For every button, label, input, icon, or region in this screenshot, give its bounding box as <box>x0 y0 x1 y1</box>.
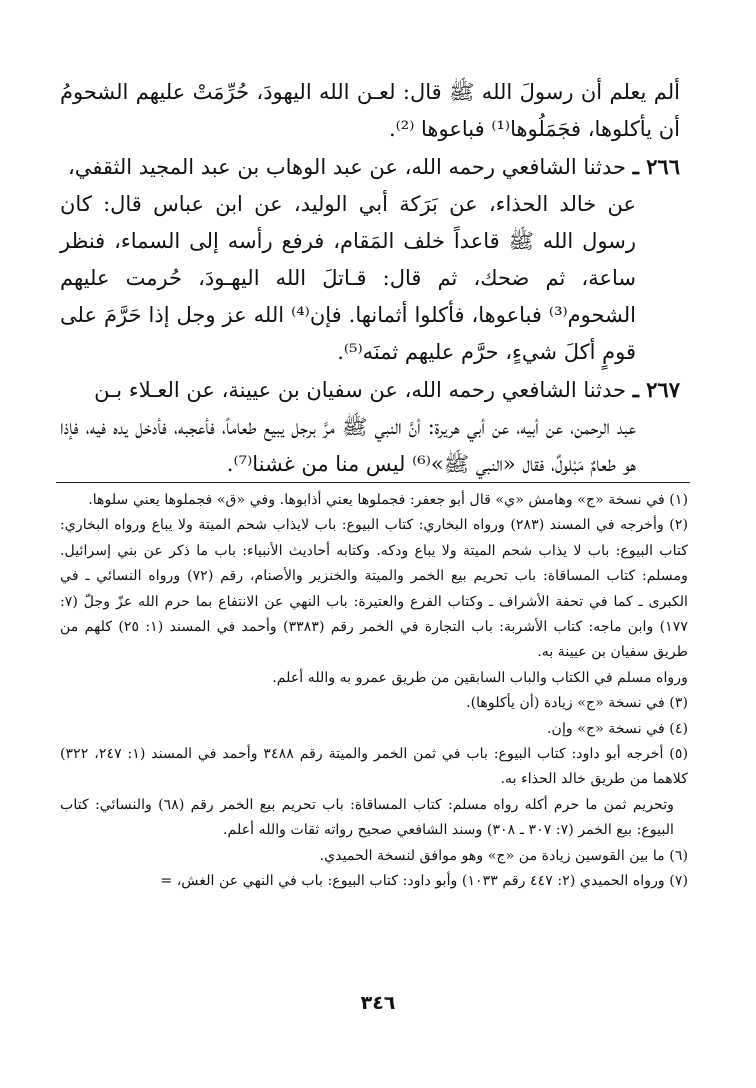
footnote-7: (٧) ورواه الحميدي (٢: ٤٤٧ رقم ١٠٣٣) وأبو داود: كتاب البيوع: باب في النهي عن الغش، = <box>160 873 688 890</box>
intro-paragraph: ألم يعلم أن رسولَ الله ﷺ قال: لعـن الله اليهودَ، حُرِّمَتْ عليهم الشحومُ أن يأكلوها، فجَمَلُوها⁽¹⁾ فباعوها ⁽²⁾. <box>60 80 680 141</box>
hadith-267-number: ٢٦٧ ـ <box>632 377 680 402</box>
footnote-2-continued: ورواه مسلم في الكتاب والباب السابقين من طريق عمرو به والله أعلم. <box>272 669 688 686</box>
hadith-266-text: عن خالد الحذاء، عن بَرَكة أبي الوليد، عن ابن عباس قال: كان رسول الله ﷺ قاعداً خلف المَقام، فرفع رأسه إلى السماء، فنظر ساعة، ثم ضحك، ثم قال: قـاتلَ الله اليهـودَ، حُرمت عليهم الشحوم⁽³⁾ فباعوها، فأكلوا أثمانها. فإن⁽⁴⁾ الله عز وجل إذا حَرَّمَ على قومٍ أكلَ شيءٍ، حرَّم عليهم ثمنَه⁽⁵⁾. <box>60 192 637 364</box>
footnote-4: (٤) في نسخة «ج» وإن. <box>547 720 688 737</box>
hadith-267-first-line: حدثنا الشافعي رحمه الله، عن سفيان بن عيينة، عن العـلاء بـن <box>94 378 626 402</box>
footnote-separator <box>56 482 690 483</box>
hadith-266-number: ٢٦٦ ـ <box>632 154 680 179</box>
hadith-266-first-line: حدثنا الشافعي رحمه الله، عن عبد الوهاب بن عبد المجيد الثقفي، <box>68 155 626 179</box>
footnote-5-continued: وتحريم ثمن ما حرم أكله رواه مسلم: كتاب المساقاة: باب تحريم بيع الخمر رقم (٦٨) والنسائي: كتاب البيوع: بيع الخمر (٧: ٣٠٧ ـ ٣٠٨) وسند الشافعي صحيح رواته ثقات والله أعلم. <box>60 796 674 839</box>
footnote-3: (٣) في نسخة «ج» زيادة (أن يأكلوها). <box>466 695 688 712</box>
hadith-267 <box>60 371 680 483</box>
main-text <box>60 74 680 483</box>
footnote-2: (٢) وأخرجه في المسند (٢٨٣) ورواه البخاري: كتاب البيوع: باب لايذاب شحم الميتة ولا يباع ورواه البخاري: كتاب البيوع: باب لا يذاب شحم الميتة ولا يباع ودكه. وكتابه أحاديث الأنبياء: باب ما ذكر عن بني إسرائيل. ومسلم: كتاب المساقاة: باب تحريم بيع الخمر والميتة والخنزير والأصنام، رقم (٧٢) ورواه النسائي ـ في الكبرى ـ كما في تحفة الأشراف ـ وكتاب الفرع والعتيرة: باب النهي عن الانتفاع بما حرم الله عزّ وجلّ (٧: ١٧٧) وابن ماجه: كتاب الأشربة: باب التجارة في الخمر رقم (٣٣٨٣) وأحمد في المسند (١: ٢٥) كلهم من طريق سفيان بن عيينة به. <box>60 517 689 661</box>
footnote-5: (٥) أخرجه أبو داود: كتاب البيوع: باب في ثمن الخمر والميتة رقم ٣٤٨٨ وأحمد في المسند (١: ٢٤٧، ٣٢٢) كلاهما من طريق خالد الحذاء به. <box>60 746 688 788</box>
page-number: ٣٤٦ <box>360 992 396 1014</box>
footnotes <box>60 488 688 895</box>
hadith-266 <box>60 148 680 371</box>
hadith-267-text: عبد الرحمن، عن أبيه، عن أبي هريرة: أنَّ النبي ﷺ مرَّ برجل يبيع طعاماً، فأعجبه، فأدخل يده فيه، فإذا هو طعامٌ مَبْلولٌ، فقال «النبي ﷺ»⁽⁶⁾ ليس منا من غشنا⁽⁷⁾. <box>60 415 636 476</box>
footnote-6: (٦) ما بين القوسين زيادة من «ج» وهو موافق لنسخة الحميدي. <box>319 847 688 864</box>
footnote-1: (١) في نسخة «ج» وهامش «ي» قال أبو جعفر: فجملوها يعني أذابوها. وفي «ق» فجملوها يعني سلوها. <box>88 492 688 508</box>
